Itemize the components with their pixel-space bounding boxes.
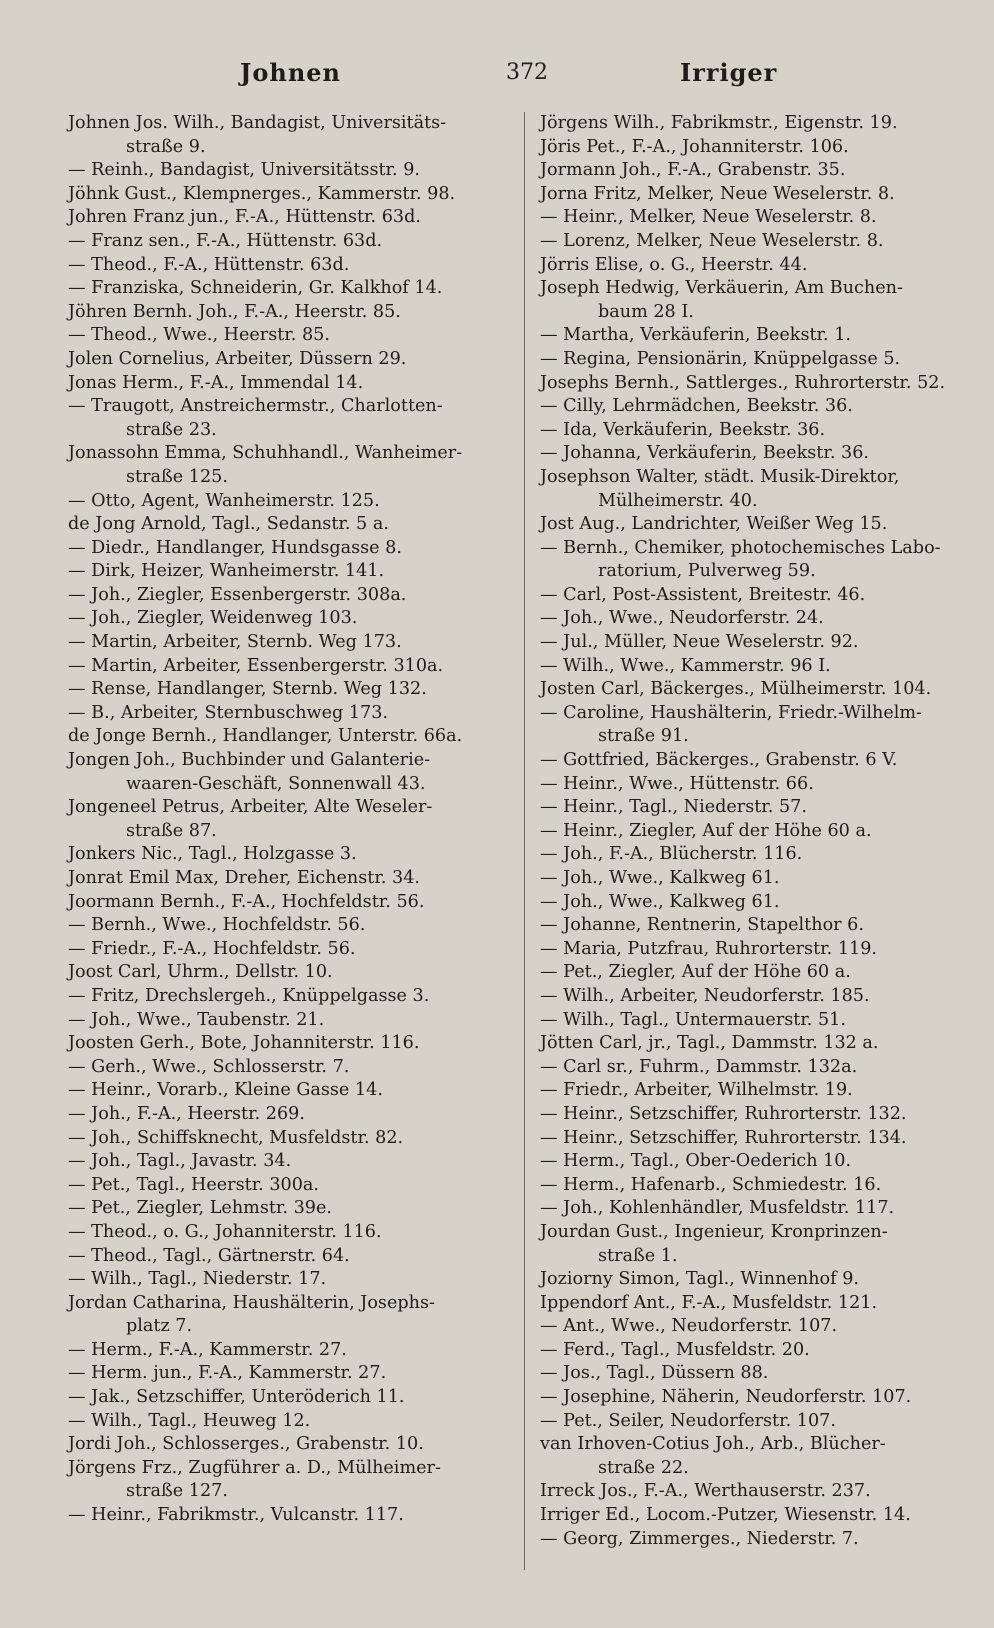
- directory-entry-line: de Jong Arnold, Tagl., Sedanstr. 5 a.: [68, 514, 389, 535]
- directory-entry-line: — Dirk, Heizer, Wanheimerstr. 141.: [68, 561, 385, 582]
- directory-entry-line: — Traugott, Anstreichermstr., Charlotten-: [68, 396, 443, 417]
- directory-entry-line: — Franz sen., F.-A., Hüttenstr. 63d.: [68, 230, 383, 251]
- page-header: [70, 58, 954, 98]
- directory-entry-line: — Martin, Arbeiter, Essenbergerstr. 310a.: [68, 655, 444, 676]
- directory-entry-line: — Cilly, Lehrmädchen, Beekstr. 36.: [540, 396, 853, 417]
- directory-entry-line: Jöhnk Gust., Klempnerges., Kammerstr. 98.: [68, 183, 456, 204]
- directory-entry-line: — Heinr., Fabrikmstr., Vulcanstr. 117.: [68, 1505, 404, 1526]
- directory-entry-line: Joziorny Simon, Tagl., Winnenhof 9.: [540, 1269, 860, 1290]
- directory-entry-line: straße 9.: [126, 136, 206, 157]
- right-column: [540, 112, 980, 1551]
- directory-entry-line: waaren-Geschäft, Sonnenwall 43.: [126, 773, 426, 794]
- directory-entry-line: — Martha, Verkäuferin, Beekstr. 1.: [540, 325, 852, 346]
- directory-entry-line: — Georg, Zimmerges., Niederstr. 7.: [540, 1528, 859, 1549]
- directory-entry-line: — Joh., Ziegler, Essenbergerstr. 308a.: [68, 584, 407, 605]
- directory-entry-line: — Theod., Tagl., Gärtnerstr. 64.: [68, 1245, 350, 1266]
- directory-entry-line: — Pet., Tagl., Heerstr. 300a.: [68, 1174, 320, 1195]
- directory-entry-line: straße 1.: [598, 1245, 678, 1266]
- directory-entry-line: — Heinr., Ziegler, Auf der Höhe 60 a.: [540, 820, 872, 841]
- directory-entry-line: straße 127.: [126, 1481, 228, 1502]
- directory-entry-line: Joormann Bernh., F.-A., Hochfeldstr. 56.: [68, 891, 425, 912]
- directory-entry-line: — Heinr., Setzschiffer, Ruhrorterstr. 132.: [540, 1103, 907, 1124]
- directory-entry-line: Johnen Jos. Wilh., Bandagist, Universitäts-: [68, 113, 447, 133]
- directory-entry-line: — Gottfried, Bäckerges., Grabenstr. 6 V.: [540, 750, 898, 771]
- directory-entry-line: — Josephine, Näherin, Neudorferstr. 107.: [540, 1387, 912, 1408]
- directory-entry-line: — Diedr., Handlanger, Hundsgasse 8.: [68, 537, 402, 558]
- directory-entry-line: — Ferd., Tagl., Musfeldstr. 20.: [540, 1339, 810, 1360]
- directory-entry-line: Jöhren Bernh. Joh., F.-A., Heerstr. 85.: [68, 301, 401, 322]
- directory-entry-line: — Reinh., Bandagist, Universitätsstr. 9.: [68, 160, 420, 181]
- directory-entry-line: — Friedr., Arbeiter, Wilhelmstr. 19.: [540, 1080, 853, 1101]
- directory-entry-line: — Bernh., Chemiker, photochemisches Labo-: [540, 537, 941, 558]
- directory-entry-line: Josephson Walter, städt. Musik-Direktor,: [540, 466, 900, 487]
- directory-entry-line: baum 28 I.: [598, 301, 694, 322]
- directory-entry-line: platz 7.: [126, 1316, 193, 1337]
- directory-entry-line: — Joh., Ziegler, Weidenweg 103.: [68, 608, 358, 629]
- directory-entry-line: — Carl, Post-Assistent, Breitestr. 46.: [540, 584, 866, 605]
- directory-entry-line: Jonas Herm., F.-A., Immendal 14.: [68, 372, 364, 393]
- directory-entry-line: — Fritz, Drechslergeh., Knüppelgasse 3.: [68, 985, 430, 1006]
- directory-entry-line: — Joh., Wwe., Kalkweg 61.: [540, 891, 780, 912]
- directory-entry-line: Jongeneel Petrus, Arbeiter, Alte Weseler-: [68, 797, 433, 818]
- directory-entry-line: — Ida, Verkäuferin, Beekstr. 36.: [540, 419, 826, 440]
- directory-entry-line: de Jonge Bernh., Handlanger, Unterstr. 66a.: [68, 726, 463, 747]
- directory-entry-line: — Jos., Tagl., Düssern 88.: [540, 1363, 769, 1384]
- directory-entry-line: — Theod., F.-A., Hüttenstr. 63d.: [68, 254, 350, 275]
- directory-entry-line: — Lorenz, Melker, Neue Weselerstr. 8.: [540, 230, 884, 251]
- directory-entry-line: — Bernh., Wwe., Hochfeldstr. 56.: [68, 915, 366, 936]
- directory-entry-line: — Theod., o. G., Johanniterstr. 116.: [68, 1221, 382, 1242]
- directory-entry-line: Jöris Pet., F.-A., Johanniterstr. 106.: [540, 136, 849, 157]
- directory-entry-line: — Wilh., Arbeiter, Neudorferstr. 185.: [540, 985, 870, 1006]
- directory-entry-line: Jormann Joh., F.-A., Grabenstr. 35.: [540, 160, 846, 181]
- directory-entry-line: — Heinr., Tagl., Niederstr. 57.: [540, 797, 807, 818]
- directory-entry-line: — Jak., Setzschiffer, Unteröderich 11.: [68, 1387, 405, 1408]
- directory-entry-line: — Regina, Pensionärin, Knüppelgasse 5.: [540, 348, 901, 369]
- directory-entry-line: Jörris Elise, o. G., Heerstr. 44.: [540, 254, 808, 275]
- directory-entry-line: — Joh., F.-A., Blücherstr. 116.: [540, 844, 803, 865]
- directory-entry-line: Jordi Joh., Schlosserges., Grabenstr. 10.: [68, 1434, 424, 1455]
- directory-entry-line: — Caroline, Haushälterin, Friedr.-Wilhelm-: [540, 702, 922, 723]
- directory-entry-line: — Herm., F.-A., Kammerstr. 27.: [68, 1339, 347, 1360]
- directory-entry-line: — Maria, Putzfrau, Ruhrorterstr. 119.: [540, 938, 877, 959]
- directory-entry-line: — Joh., Kohlenhändler, Musfeldstr. 117.: [540, 1198, 895, 1219]
- directory-entry-line: Jordan Catharina, Haushälterin, Josephs-: [68, 1292, 435, 1313]
- page-number: 372: [506, 60, 548, 85]
- column-divider: [524, 112, 525, 1570]
- directory-entry-line: — Otto, Agent, Wanheimerstr. 125.: [68, 490, 380, 511]
- directory-entry-line: — Joh., Wwe., Neudorferstr. 24.: [540, 608, 824, 629]
- directory-entry-line: — B., Arbeiter, Sternbuschweg 173.: [68, 702, 389, 723]
- directory-entry-line: — Theod., Wwe., Heerstr. 85.: [68, 325, 330, 346]
- directory-entry-line: — Pet., Ziegler, Lehmstr. 39e.: [68, 1198, 332, 1219]
- directory-entry-line: Jourdan Gust., Ingenieur, Kronprinzen-: [540, 1221, 888, 1242]
- directory-entry-line: Johren Franz jun., F.-A., Hüttenstr. 63d.: [68, 207, 421, 228]
- directory-entry-line: straße 23.: [126, 419, 217, 440]
- directory-entry-line: — Heinr., Wwe., Hüttenstr. 66.: [540, 773, 814, 794]
- directory-entry-line: — Wilh., Tagl., Untermauerstr. 51.: [540, 1009, 846, 1030]
- directory-entry-line: Jorna Fritz, Melker, Neue Weselerstr. 8.: [540, 183, 895, 204]
- directory-entry-line: Jonrat Emil Max, Dreher, Eichenstr. 34.: [68, 868, 420, 888]
- directory-entry-line: Josephs Bernh., Sattlerges., Ruhrorterstr. 52.: [540, 372, 946, 393]
- directory-entry-line: — Pet., Ziegler, Auf der Höhe 60 a.: [540, 962, 851, 983]
- directory-entry-line: Irreck Jos., F.-A., Werthauserstr. 237.: [540, 1481, 871, 1502]
- directory-entry-line: straße 125.: [126, 466, 228, 487]
- directory-entry-line: — Ant., Wwe., Neudorferstr. 107.: [540, 1316, 838, 1337]
- directory-entry-line: — Gerh., Wwe., Schlosserstr. 7.: [68, 1056, 350, 1077]
- left-column: [68, 112, 518, 1528]
- directory-entry-line: — Heinr., Melker, Neue Weselerstr. 8.: [540, 207, 877, 228]
- directory-entry-line: Joost Carl, Uhrm., Dellstr. 10.: [68, 962, 333, 983]
- directory-entry-line: Irriger Ed., Locom.-Putzer, Wiesenstr. 14.: [540, 1505, 911, 1526]
- directory-entry-line: — Rense, Handlanger, Sternb. Weg 132.: [68, 679, 427, 700]
- directory-entry-line: Jörgens Wilh., Fabrikmstr., Eigenstr. 19.: [540, 113, 898, 133]
- directory-entry-line: Jörgens Frz., Zugführer a. D., Mülheimer-: [68, 1457, 441, 1478]
- directory-entry-line: — Joh., Schiffsknecht, Musfeldstr. 82.: [68, 1127, 404, 1148]
- directory-entry-line: — Wilh., Tagl., Heuweg 12.: [68, 1410, 311, 1431]
- directory-entry-line: — Jul., Müller, Neue Weselerstr. 92.: [540, 632, 859, 653]
- directory-entry-line: — Johanne, Rentnerin, Stapelthor 6.: [540, 915, 864, 936]
- directory-entry-line: Joseph Hedwig, Verkäuerin, Am Buchen-: [540, 278, 903, 299]
- directory-entry-line: — Joh., Wwe., Kalkweg 61.: [540, 868, 780, 888]
- directory-entry-line: — Joh., Tagl., Javastr. 34.: [68, 1151, 292, 1172]
- directory-entry-line: Jötten Carl, jr., Tagl., Dammstr. 132 a.: [540, 1033, 879, 1054]
- header-first-name: Johnen: [240, 58, 341, 87]
- directory-entry-line: Mülheimerstr. 40.: [598, 490, 758, 511]
- directory-entry-line: Jolen Cornelius, Arbeiter, Düssern 29.: [68, 348, 407, 369]
- directory-entry-line: straße 87.: [126, 820, 217, 841]
- directory-entry-line: Jonkers Nic., Tagl., Holzgasse 3.: [68, 844, 357, 865]
- directory-entry-line: — Carl sr., Fuhrm., Dammstr. 132a.: [540, 1056, 858, 1077]
- directory-entry-line: van Irhoven-Cotius Joh., Arb., Blücher-: [540, 1434, 886, 1455]
- directory-entry-line: — Martin, Arbeiter, Sternb. Weg 173.: [68, 632, 402, 653]
- directory-entry-line: — Franziska, Schneiderin, Gr. Kalkhof 14.: [68, 278, 443, 299]
- directory-entry-line: — Heinr., Vorarb., Kleine Gasse 14.: [68, 1080, 383, 1101]
- directory-entry-line: — Heinr., Setzschiffer, Ruhrorterstr. 134.: [540, 1127, 907, 1148]
- directory-entry-line: Jost Aug., Landrichter, Weißer Weg 15.: [540, 514, 888, 535]
- header-last-name: Irriger: [680, 58, 778, 87]
- directory-entry-line: straße 22.: [598, 1457, 689, 1478]
- directory-entry-line: — Wilh., Wwe., Kammerstr. 96 I.: [540, 655, 831, 676]
- directory-entry-line: straße 91.: [598, 726, 689, 747]
- directory-entry-line: — Johanna, Verkäuferin, Beekstr. 36.: [540, 443, 870, 464]
- directory-entry-line: — Herm., Tagl., Ober-Oederich 10.: [540, 1151, 852, 1172]
- directory-entry-line: — Herm., Hafenarb., Schmiedestr. 16.: [540, 1174, 882, 1195]
- directory-entry-line: — Pet., Seiler, Neudorferstr. 107.: [540, 1410, 836, 1431]
- directory-entry-line: Josten Carl, Bäckerges., Mülheimerstr. 104.: [540, 679, 932, 700]
- directory-entry-line: Jonassohn Emma, Schuhhandl., Wanheimer-: [68, 443, 463, 464]
- directory-entry-line: Joosten Gerh., Bote, Johanniterstr. 116.: [68, 1033, 420, 1054]
- directory-entry-line: — Herm. jun., F.-A., Kammerstr. 27.: [68, 1363, 387, 1384]
- directory-entry-line: — Wilh., Tagl., Niederstr. 17.: [68, 1269, 327, 1290]
- directory-entry-line: — Joh., F.-A., Heerstr. 269.: [68, 1103, 305, 1124]
- directory-entry-line: Jongen Joh., Buchbinder und Galanterie-: [68, 750, 431, 771]
- directory-entry-line: Ippendorf Ant., F.-A., Musfeldstr. 121.: [540, 1292, 878, 1313]
- directory-entry-line: — Friedr., F.-A., Hochfeldstr. 56.: [68, 938, 356, 959]
- directory-entry-line: ratorium, Pulverweg 59.: [598, 561, 816, 582]
- directory-entry-line: — Joh., Wwe., Taubenstr. 21.: [68, 1009, 325, 1030]
